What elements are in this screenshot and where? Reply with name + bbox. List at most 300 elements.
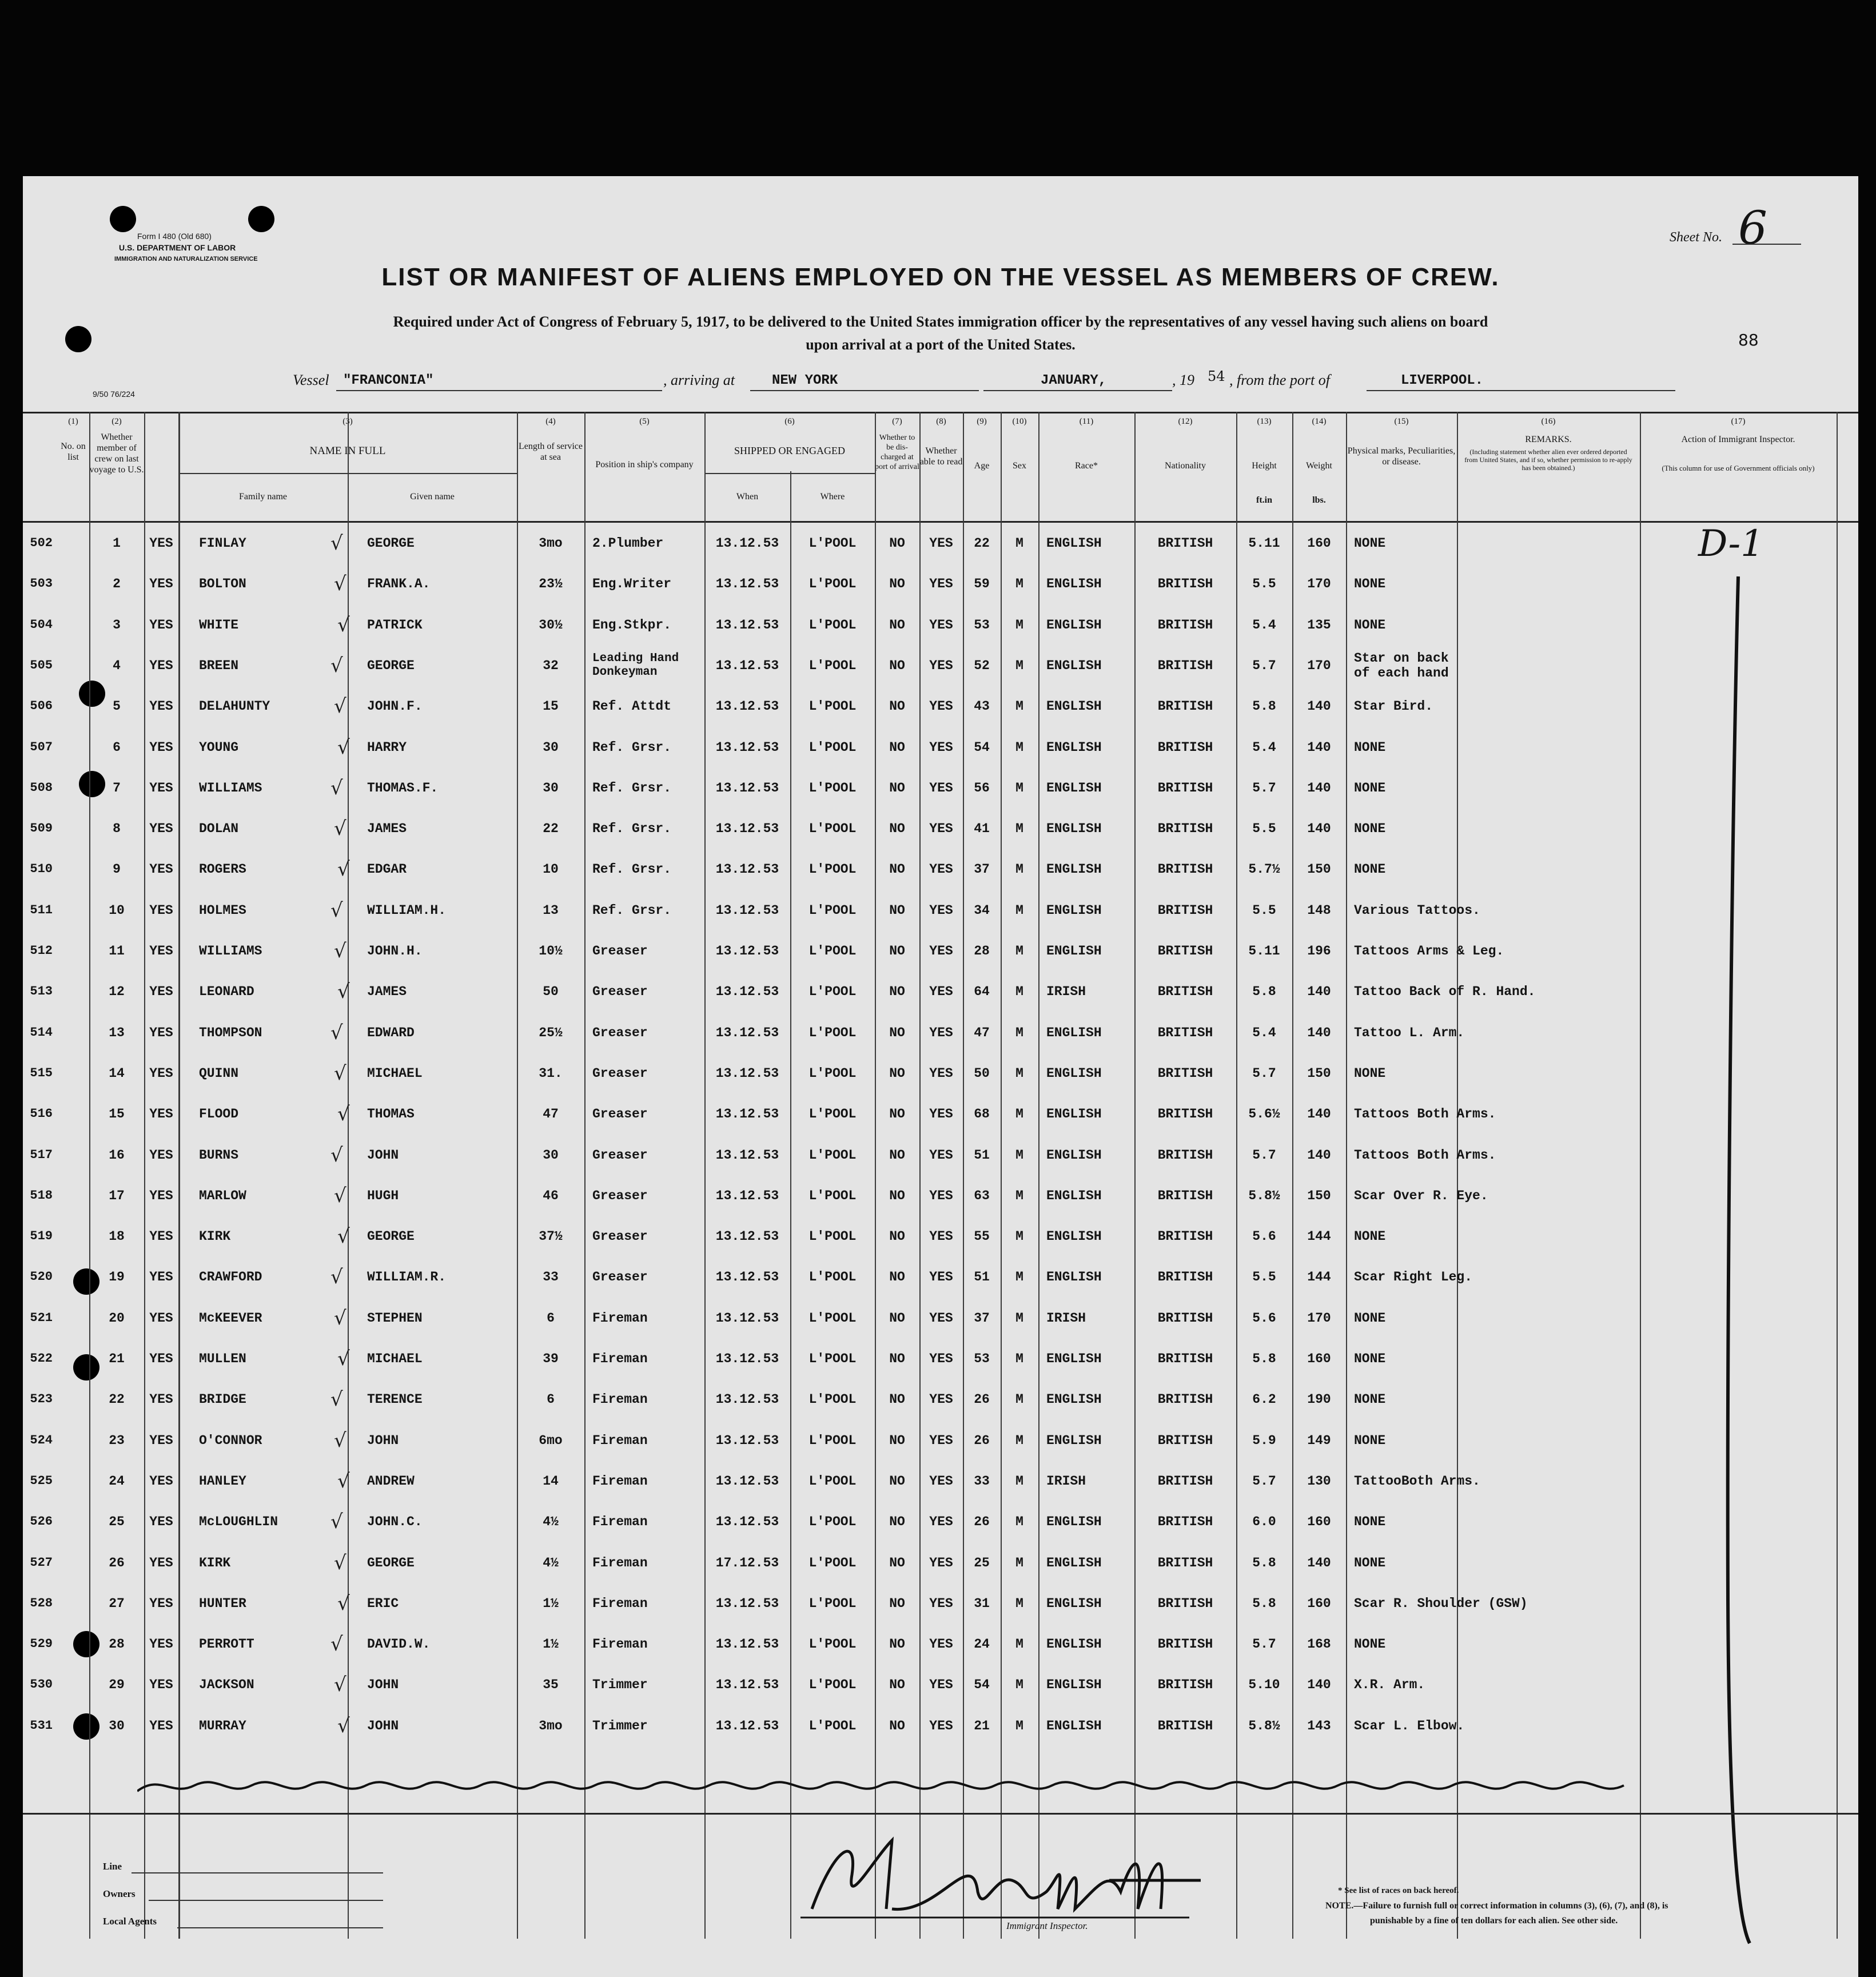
cell-service: 13 — [543, 902, 559, 918]
cell-service: 30½ — [539, 617, 563, 633]
check-mark-icon: √ — [330, 532, 343, 555]
cell-sex: M — [1015, 1596, 1023, 1611]
cell-disch: NO — [889, 780, 905, 795]
manifest-line-ref: 525 — [30, 1473, 53, 1488]
cell-nat: BRITISH — [1157, 739, 1213, 755]
cell-when: 13.12.53 — [715, 1392, 779, 1407]
cell-read: YES — [929, 1677, 953, 1693]
cell-family: MARLOW — [199, 1188, 246, 1203]
table-row — [23, 934, 1858, 968]
cell-disch: NO — [889, 536, 905, 551]
cell-position: Greaser — [592, 1147, 648, 1163]
cell-nat: BRITISH — [1157, 1270, 1213, 1285]
table-row — [23, 1505, 1858, 1539]
cell-sex: M — [1015, 1392, 1023, 1407]
manifest-line-ref: 531 — [30, 1718, 53, 1733]
cell-where: L'POOL — [808, 1147, 857, 1163]
cell-where: L'POOL — [808, 1473, 857, 1489]
arrival-month: JANUARY, — [1041, 373, 1107, 388]
cell-read: YES — [929, 617, 953, 633]
manifest-line-ref: 514 — [30, 1025, 53, 1040]
cell-family: FINLAY — [199, 536, 246, 551]
cell-when: 13.12.53 — [715, 1147, 779, 1163]
cell-when: 13.12.53 — [715, 699, 779, 714]
cell-sex: M — [1015, 1433, 1023, 1448]
cell-race: ENGLISH — [1046, 1270, 1102, 1285]
cell-age: 26 — [974, 1433, 990, 1448]
table-row — [23, 649, 1858, 683]
cell-family: PERROTT — [199, 1637, 254, 1652]
cell-where: L'POOL — [808, 1065, 857, 1081]
department: U.S. DEPARTMENT OF LABOR — [119, 243, 236, 252]
cell-no: 3 — [113, 617, 121, 633]
cell-nat: BRITISH — [1157, 1473, 1213, 1489]
manifest-line-ref: 504 — [30, 617, 53, 632]
cell-marks: NONE — [1354, 1555, 1386, 1570]
header-given-name: Given name — [410, 492, 455, 502]
cell-when: 13.12.53 — [715, 658, 779, 673]
table-row — [23, 1586, 1858, 1621]
header-no-on-list: No. on list — [61, 441, 86, 462]
table-row — [23, 1668, 1858, 1702]
header-weight: Weight — [1306, 461, 1332, 471]
cell-nat: BRITISH — [1157, 1596, 1213, 1611]
manifest-line-ref: 512 — [30, 944, 53, 958]
cell-position: Ref. Attdt — [592, 699, 672, 714]
cell-sex: M — [1015, 658, 1023, 673]
col-number: (13) — [1257, 417, 1272, 426]
cell-when: 13.12.53 — [715, 902, 779, 918]
cell-member: YES — [149, 1229, 173, 1244]
cell-disch: NO — [889, 862, 905, 877]
cell-read: YES — [929, 1351, 953, 1366]
cell-race: ENGLISH — [1046, 1107, 1102, 1122]
cell-given: MICHAEL — [367, 1065, 423, 1081]
header-age: Age — [974, 461, 990, 471]
cell-age: 41 — [974, 821, 990, 837]
cell-nat: BRITISH — [1157, 1188, 1213, 1203]
cell-service: 30 — [543, 780, 559, 795]
cell-read: YES — [929, 1229, 953, 1244]
cell-disch: NO — [889, 1677, 905, 1693]
cell-given: ANDREW — [367, 1473, 415, 1489]
col-number: (8) — [936, 417, 946, 426]
cell-when: 17.12.53 — [715, 1555, 779, 1570]
cell-read: YES — [929, 1147, 953, 1163]
check-mark-icon: √ — [334, 1673, 346, 1697]
cell-read: YES — [929, 1188, 953, 1203]
cell-member: YES — [149, 1188, 173, 1203]
cell-where: L'POOL — [808, 1310, 857, 1326]
cell-height: 5.5 — [1252, 576, 1276, 592]
table-row — [23, 1016, 1858, 1050]
cell-when: 13.12.53 — [715, 536, 779, 551]
cell-disch: NO — [889, 821, 905, 837]
col-number: (3) — [342, 417, 353, 426]
cell-weight: 150 — [1307, 862, 1331, 877]
cell-given: HUGH — [367, 1188, 399, 1203]
cell-service: 30 — [543, 1147, 559, 1163]
cell-member: YES — [149, 984, 173, 1000]
table-row — [23, 852, 1858, 886]
cell-given: HARRY — [367, 739, 407, 755]
cell-family: O'CONNOR — [199, 1433, 262, 1448]
cell-where: L'POOL — [808, 536, 857, 551]
manifest-sheet — [23, 176, 1858, 1977]
cell-when: 13.12.53 — [715, 984, 779, 1000]
cell-age: 51 — [974, 1270, 990, 1285]
cell-race: ENGLISH — [1046, 536, 1102, 551]
cell-position: Fireman — [592, 1433, 648, 1448]
cell-service: 6 — [547, 1310, 555, 1326]
form-code: 9/50 76/224 — [93, 389, 135, 399]
table-row — [23, 974, 1858, 1009]
cell-disch: NO — [889, 984, 905, 1000]
cell-service: 4½ — [543, 1555, 559, 1570]
note-line-1: NOTE.—Failure to furnish full or correct information in columns (3), (6), (7), and (8), is — [1325, 1901, 1668, 1911]
cell-race: ENGLISH — [1046, 739, 1102, 755]
cell-no: 11 — [109, 944, 125, 958]
cell-height: 5.4 — [1252, 1025, 1276, 1040]
col-number: (12) — [1178, 417, 1193, 426]
cell-no: 13 — [109, 1025, 125, 1040]
cell-marks: Star Bird. — [1354, 699, 1433, 714]
cell-marks: NONE — [1354, 576, 1386, 592]
header-where: Where — [820, 492, 845, 502]
cell-nat: BRITISH — [1157, 617, 1213, 633]
cell-where: L'POOL — [808, 1107, 857, 1122]
cell-no: 7 — [113, 780, 121, 795]
cell-family: KIRK — [199, 1555, 231, 1570]
cell-age: 22 — [974, 536, 990, 551]
cell-member: YES — [149, 536, 173, 551]
cell-where: L'POOL — [808, 862, 857, 877]
cell-member: YES — [149, 1025, 173, 1040]
cell-position: Fireman — [592, 1596, 648, 1611]
cell-service: 3mo — [539, 1718, 563, 1733]
cell-read: YES — [929, 576, 953, 592]
cell-position: Fireman — [592, 1351, 648, 1366]
cell-height: 5.7½ — [1248, 862, 1280, 877]
cell-height: 5.8½ — [1248, 1188, 1280, 1203]
cell-marks: Tattoo L. Arm. — [1354, 1025, 1465, 1040]
cell-marks: NONE — [1354, 1065, 1386, 1081]
requirement-line-2: upon arrival at a port of the United States. — [806, 336, 1076, 353]
cell-marks: Scar L. Elbow. — [1354, 1718, 1465, 1733]
cell-when: 13.12.53 — [715, 1473, 779, 1489]
cell-disch: NO — [889, 1188, 905, 1203]
cell-weight: 140 — [1307, 1107, 1331, 1122]
cell-marks: X.R. Arm. — [1354, 1677, 1425, 1693]
cell-no: 22 — [109, 1392, 125, 1407]
cell-nat: BRITISH — [1157, 658, 1213, 673]
table-row — [23, 1301, 1858, 1335]
cell-when: 13.12.53 — [715, 1433, 779, 1448]
departure-port: LIVERPOOL. — [1401, 373, 1484, 388]
cell-where: L'POOL — [808, 1229, 857, 1244]
table-row — [23, 1219, 1858, 1254]
cell-member: YES — [149, 1677, 173, 1693]
cell-sex: M — [1015, 862, 1023, 877]
cell-member: YES — [149, 1147, 173, 1163]
cell-member: YES — [149, 617, 173, 633]
cell-age: 21 — [974, 1718, 990, 1733]
cell-sex: M — [1015, 1270, 1023, 1285]
cell-member: YES — [149, 576, 173, 592]
cell-no: 16 — [109, 1147, 125, 1163]
cell-given: EDGAR — [367, 862, 407, 877]
cell-race: IRISH — [1046, 1473, 1086, 1489]
cell-family: ROGERS — [199, 862, 246, 877]
cell-when: 13.12.53 — [715, 1025, 779, 1040]
header-when: When — [736, 492, 759, 502]
check-mark-icon: √ — [330, 1510, 343, 1534]
cell-disch: NO — [889, 1025, 905, 1040]
check-mark-icon: √ — [334, 1061, 346, 1085]
cell-height: 5.11 — [1248, 536, 1280, 551]
cell-marks: NONE — [1354, 1392, 1386, 1407]
cell-where: L'POOL — [808, 1677, 857, 1693]
cell-disch: NO — [889, 1310, 905, 1326]
cell-family: JACKSON — [199, 1677, 254, 1693]
header-position: Position in ship's company — [595, 460, 694, 470]
cell-race: ENGLISH — [1046, 862, 1102, 877]
cell-service: 46 — [543, 1188, 559, 1203]
cell-nat: BRITISH — [1157, 576, 1213, 592]
cell-position: Fireman — [592, 1555, 648, 1570]
cell-height: 5.8 — [1252, 984, 1276, 1000]
check-mark-icon: √ — [334, 1551, 346, 1574]
cell-where: L'POOL — [808, 699, 857, 714]
table-row — [23, 1260, 1858, 1294]
cell-race: ENGLISH — [1046, 1514, 1102, 1530]
cell-disch: NO — [889, 902, 905, 918]
cell-age: 43 — [974, 699, 990, 714]
cell-given: DAVID.W. — [367, 1637, 431, 1652]
cell-service: 4½ — [543, 1514, 559, 1530]
cell-given: JOHN.C. — [367, 1514, 423, 1530]
cell-read: YES — [929, 1473, 953, 1489]
cell-nat: BRITISH — [1157, 699, 1213, 714]
cell-weight: 135 — [1307, 617, 1331, 633]
manifest-line-ref: 530 — [30, 1677, 53, 1692]
cell-disch: NO — [889, 739, 905, 755]
cell-weight: 140 — [1307, 984, 1331, 1000]
cell-age: 54 — [974, 1677, 990, 1693]
cell-when: 13.12.53 — [715, 821, 779, 837]
cell-nat: BRITISH — [1157, 1025, 1213, 1040]
cell-sex: M — [1015, 1065, 1023, 1081]
cell-no: 17 — [109, 1188, 125, 1203]
cell-disch: NO — [889, 576, 905, 592]
check-mark-icon: √ — [337, 858, 350, 881]
cell-race: ENGLISH — [1046, 1065, 1102, 1081]
check-mark-icon: √ — [330, 1021, 343, 1044]
cell-service: 10½ — [539, 944, 563, 958]
cell-position: Leading Hand Donkeyman — [592, 651, 679, 679]
cell-disch: NO — [889, 944, 905, 958]
cell-weight: 148 — [1307, 902, 1331, 918]
cell-no: 4 — [113, 658, 121, 673]
cell-nat: BRITISH — [1157, 1514, 1213, 1530]
cell-height: 5.9 — [1252, 1433, 1276, 1448]
cell-marks: TattooBoth Arms. — [1354, 1473, 1480, 1489]
cell-nat: BRITISH — [1157, 1718, 1213, 1733]
cell-nat: BRITISH — [1157, 536, 1213, 551]
cell-member: YES — [149, 944, 173, 958]
cell-position: Greaser — [592, 984, 648, 1000]
cell-race: ENGLISH — [1046, 699, 1102, 714]
header-remarks-note: (Including statement whether alien ever ordered deported from United States, and if so, whether permission to re-apply has been obtained.) — [1464, 448, 1632, 472]
cell-service: 23½ — [539, 576, 563, 592]
cell-family: YOUNG — [199, 739, 239, 755]
cell-sex: M — [1015, 536, 1023, 551]
cell-given: STEPHEN — [367, 1310, 423, 1326]
cell-age: 55 — [974, 1229, 990, 1244]
table-row — [23, 567, 1858, 601]
cell-no: 24 — [109, 1473, 125, 1489]
cell-no: 12 — [109, 984, 125, 1000]
cell-service: 1½ — [543, 1596, 559, 1611]
cell-weight: 140 — [1307, 1147, 1331, 1163]
cell-weight: 160 — [1307, 536, 1331, 551]
from-label: , from the port of — [1229, 372, 1330, 388]
cell-read: YES — [929, 821, 953, 837]
cell-no: 26 — [109, 1555, 125, 1570]
cell-age: 37 — [974, 1310, 990, 1326]
cell-position: 2.Plumber — [592, 536, 664, 551]
cell-age: 26 — [974, 1514, 990, 1530]
cell-position: Greaser — [592, 1188, 648, 1203]
cell-position: Ref. Grsr. — [592, 862, 672, 877]
cell-given: MICHAEL — [367, 1351, 423, 1366]
cell-height: 5.5 — [1252, 1270, 1276, 1285]
cell-marks: Tattoo Back of R. Hand. — [1354, 984, 1536, 1000]
cell-family: DOLAN — [199, 821, 239, 837]
cell-sex: M — [1015, 984, 1023, 1000]
cell-family: BOLTON — [199, 576, 246, 592]
cell-marks: NONE — [1354, 780, 1386, 795]
cell-no: 19 — [109, 1270, 125, 1285]
cell-no: 25 — [109, 1514, 125, 1530]
check-mark-icon: √ — [334, 572, 346, 596]
annotation-bracket — [1715, 571, 1784, 1960]
cell-family: MULLEN — [199, 1351, 246, 1366]
cell-disch: NO — [889, 1270, 905, 1285]
cell-service: 6mo — [539, 1433, 563, 1448]
cell-disch: NO — [889, 1147, 905, 1163]
cell-age: 59 — [974, 576, 990, 592]
cell-read: YES — [929, 658, 953, 673]
cell-read: YES — [929, 1637, 953, 1652]
manifest-line-ref: 503 — [30, 576, 53, 591]
cell-where: L'POOL — [808, 944, 857, 958]
cell-height: 6.0 — [1252, 1514, 1276, 1530]
check-mark-icon: √ — [330, 898, 343, 922]
header-name-in-full: NAME IN FULL — [309, 445, 386, 457]
cell-height: 5.7 — [1252, 1637, 1276, 1652]
service: IMMIGRATION AND NATURALIZATION SERVICE — [114, 256, 258, 262]
cell-given: GEORGE — [367, 1555, 415, 1570]
cell-age: 52 — [974, 658, 990, 673]
cell-sex: M — [1015, 699, 1023, 714]
cell-when: 13.12.53 — [715, 1677, 779, 1693]
check-mark-icon: √ — [334, 695, 346, 718]
cell-read: YES — [929, 1596, 953, 1611]
year-prefix: , 19 — [1172, 372, 1194, 388]
cell-weight: 140 — [1307, 739, 1331, 755]
cell-where: L'POOL — [808, 1433, 857, 1448]
cell-read: YES — [929, 536, 953, 551]
cell-height: 5.6 — [1252, 1310, 1276, 1326]
cell-service: 31. — [539, 1065, 563, 1081]
cell-when: 13.12.53 — [715, 1596, 779, 1611]
cell-when: 13.12.53 — [715, 1351, 779, 1366]
cell-age: 51 — [974, 1147, 990, 1163]
cell-when: 13.12.53 — [715, 1718, 779, 1733]
cell-service: 22 — [543, 821, 559, 837]
cell-service: 15 — [543, 699, 559, 714]
cell-position: Fireman — [592, 1310, 648, 1326]
cell-family: THOMPSON — [199, 1025, 262, 1040]
cell-given: FRANK.A. — [367, 576, 431, 592]
cell-read: YES — [929, 1270, 953, 1285]
cell-age: 33 — [974, 1473, 990, 1489]
cell-read: YES — [929, 1718, 953, 1733]
cell-height: 5.8 — [1252, 699, 1276, 714]
cell-family: WHITE — [199, 617, 239, 633]
cell-nat: BRITISH — [1157, 821, 1213, 837]
cell-marks: NONE — [1354, 1229, 1386, 1244]
cell-weight: 190 — [1307, 1392, 1331, 1407]
cell-age: 37 — [974, 862, 990, 877]
cell-race: ENGLISH — [1046, 902, 1102, 918]
cell-race: ENGLISH — [1046, 658, 1102, 673]
cell-service: 33 — [543, 1270, 559, 1285]
cell-family: BRIDGE — [199, 1392, 246, 1407]
cell-height: 5.5 — [1252, 821, 1276, 837]
cell-nat: BRITISH — [1157, 944, 1213, 958]
cell-when: 13.12.53 — [715, 1107, 779, 1122]
cell-position: Fireman — [592, 1392, 648, 1407]
cell-sex: M — [1015, 1025, 1023, 1040]
header-height: Height — [1252, 461, 1277, 471]
cell-disch: NO — [889, 1555, 905, 1570]
cell-nat: BRITISH — [1157, 1310, 1213, 1326]
cell-when: 13.12.53 — [715, 1065, 779, 1081]
cell-where: L'POOL — [808, 821, 857, 837]
table-row — [23, 730, 1858, 765]
cell-service: 25½ — [539, 1025, 563, 1040]
cell-member: YES — [149, 902, 173, 918]
col-number: (9) — [977, 417, 987, 426]
manifest-line-ref: 523 — [30, 1392, 53, 1407]
cell-race: ENGLISH — [1046, 1147, 1102, 1163]
cell-nat: BRITISH — [1157, 862, 1213, 877]
cell-nat: BRITISH — [1157, 984, 1213, 1000]
check-mark-icon: √ — [334, 1306, 346, 1330]
cell-sex: M — [1015, 1555, 1023, 1570]
check-mark-icon: √ — [337, 1103, 350, 1126]
cell-where: L'POOL — [808, 1718, 857, 1733]
col-number: (16) — [1541, 417, 1556, 426]
cell-family: DELAHUNTY — [199, 699, 270, 714]
cell-nat: BRITISH — [1157, 1351, 1213, 1366]
header-height-unit: ft.in — [1256, 495, 1272, 505]
cell-read: YES — [929, 699, 953, 714]
cell-marks: Scar Right Leg. — [1354, 1270, 1473, 1285]
cell-read: YES — [929, 862, 953, 877]
